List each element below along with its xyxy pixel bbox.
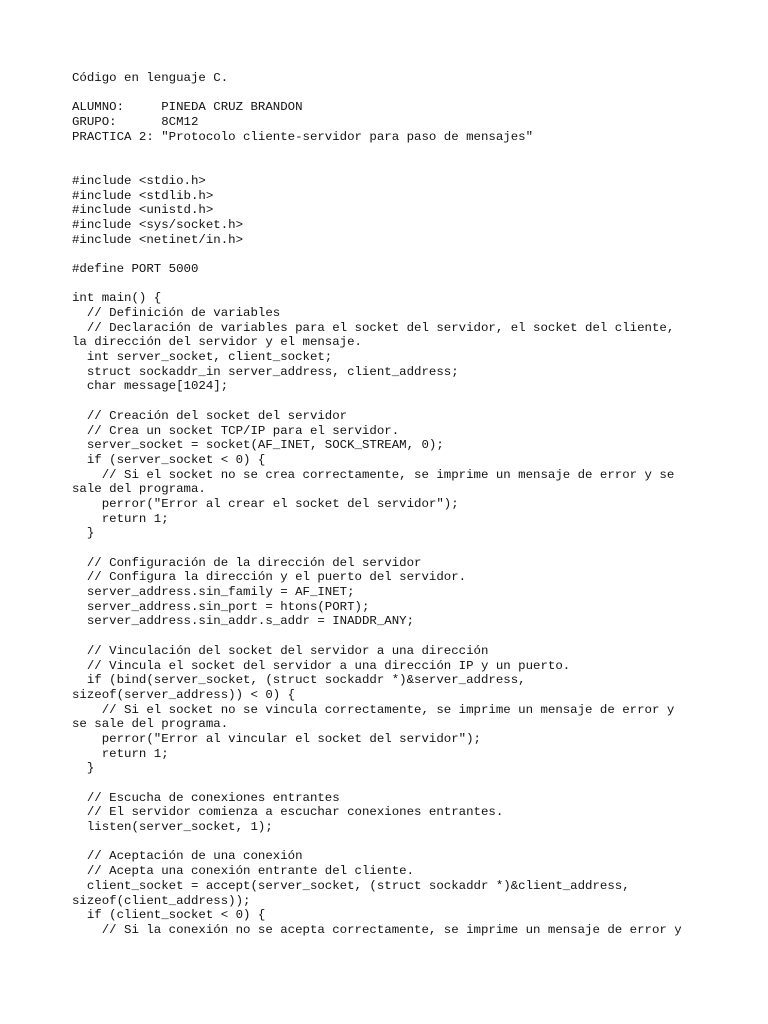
code-line: #include <netinet/in.h>: [72, 232, 244, 247]
code-line: int main() {: [72, 291, 162, 306]
code-line: // Configuración de la dirección del servidor: [72, 555, 422, 570]
code-line: GRUPO: 8CM12: [72, 115, 199, 130]
code-line: #include <sys/socket.h>: [72, 217, 244, 232]
blank-line: [72, 144, 712, 159]
blank-line: [72, 394, 712, 409]
blank-line: [72, 277, 712, 292]
code-line: server_socket = socket(AF_INET, SOCK_STREAM, 0);: [72, 438, 444, 453]
code-line: #include <stdio.h>: [72, 173, 206, 188]
code-listing: [72, 71, 712, 938]
code-line: // Creación del socket del servidor: [72, 408, 348, 423]
code-line: if (client_socket < 0) {: [72, 908, 266, 923]
code-line: }: [72, 761, 95, 776]
code-line: client_socket = accept(server_socket, (struct sockaddr *)&client_address,: [72, 878, 630, 893]
code-line: // Si el socket no se crea correctamente, se imprime un mensaje de error y se: [72, 467, 675, 482]
code-line: // Crea un socket TCP/IP para el servidor.: [72, 423, 400, 438]
code-line: // Definición de variables: [72, 306, 281, 320]
code-line: char message[1024];: [72, 379, 229, 394]
code-line: return 1;: [72, 511, 169, 526]
code-line: sizeof(client_address));: [72, 893, 251, 908]
code-line: server_address.sin_family = AF_INET;: [72, 585, 355, 600]
code-line: Código en lenguaje C.: [72, 71, 229, 85]
code-line: listen(server_socket, 1);: [72, 820, 273, 835]
code-line: // Vinculación del socket del servidor a una dirección: [72, 643, 489, 658]
code-line: // Vincula el socket del servidor a una dirección IP y un puerto.: [72, 658, 571, 673]
blank-line: [72, 541, 712, 556]
blank-line: [72, 776, 712, 791]
code-line: if (server_socket < 0) {: [72, 452, 266, 467]
code-line: // El servidor comienza a escuchar conexiones entrantes.: [72, 805, 504, 820]
blank-line: [72, 629, 712, 644]
code-line: #include <stdlib.h>: [72, 188, 214, 203]
blank-line: [72, 247, 712, 262]
code-line: server_address.sin_addr.s_addr = INADDR_ANY;: [72, 614, 415, 629]
code-line: se sale del programa.: [72, 717, 229, 732]
blank-line: [72, 86, 712, 101]
code-line: return 1;: [72, 746, 169, 761]
code-line: #include <unistd.h>: [72, 203, 214, 218]
code-line: // Declaración de variables para el socket del servidor, el socket del cliente,: [72, 320, 675, 335]
code-line: // Si la conexión no se acepta correctamente, se imprime un mensaje de error y: [72, 922, 682, 937]
code-line: la dirección del servidor y el mensaje.: [72, 335, 362, 350]
code-line: server_address.sin_port = htons(PORT);: [72, 599, 370, 614]
code-line: // Acepta una conexión entrante del cliente.: [72, 864, 415, 879]
code-line: // Si el socket no se vincula correctamente, se imprime un mensaje de error y: [72, 702, 675, 717]
code-line: struct sockaddr_in server_address, client_address;: [72, 364, 459, 379]
code-line: perror("Error al crear el socket del servidor");: [72, 496, 459, 511]
code-line: // Configura la dirección y el puerto del servidor.: [72, 570, 467, 585]
code-line: int server_socket, client_socket;: [72, 350, 333, 365]
code-line: if (bind(server_socket, (struct sockaddr *)&server_address,: [72, 673, 526, 688]
code-line: sale del programa.: [72, 482, 206, 497]
code-line: #define PORT 5000: [72, 261, 199, 276]
code-line: }: [72, 526, 95, 541]
code-line: perror("Error al vincular el socket del servidor");: [72, 731, 481, 746]
code-line: PRACTICA 2: "Protocolo cliente-servidor para paso de mensajes": [72, 129, 534, 144]
blank-line: [72, 159, 712, 174]
code-line: // Aceptación de una conexión: [72, 849, 303, 864]
blank-line: [72, 835, 712, 850]
code-line: ALUMNO: PINEDA CRUZ BRANDON: [72, 100, 303, 115]
code-line: // Escucha de conexiones entrantes: [72, 790, 340, 805]
code-line: sizeof(server_address)) < 0) {: [72, 687, 296, 702]
